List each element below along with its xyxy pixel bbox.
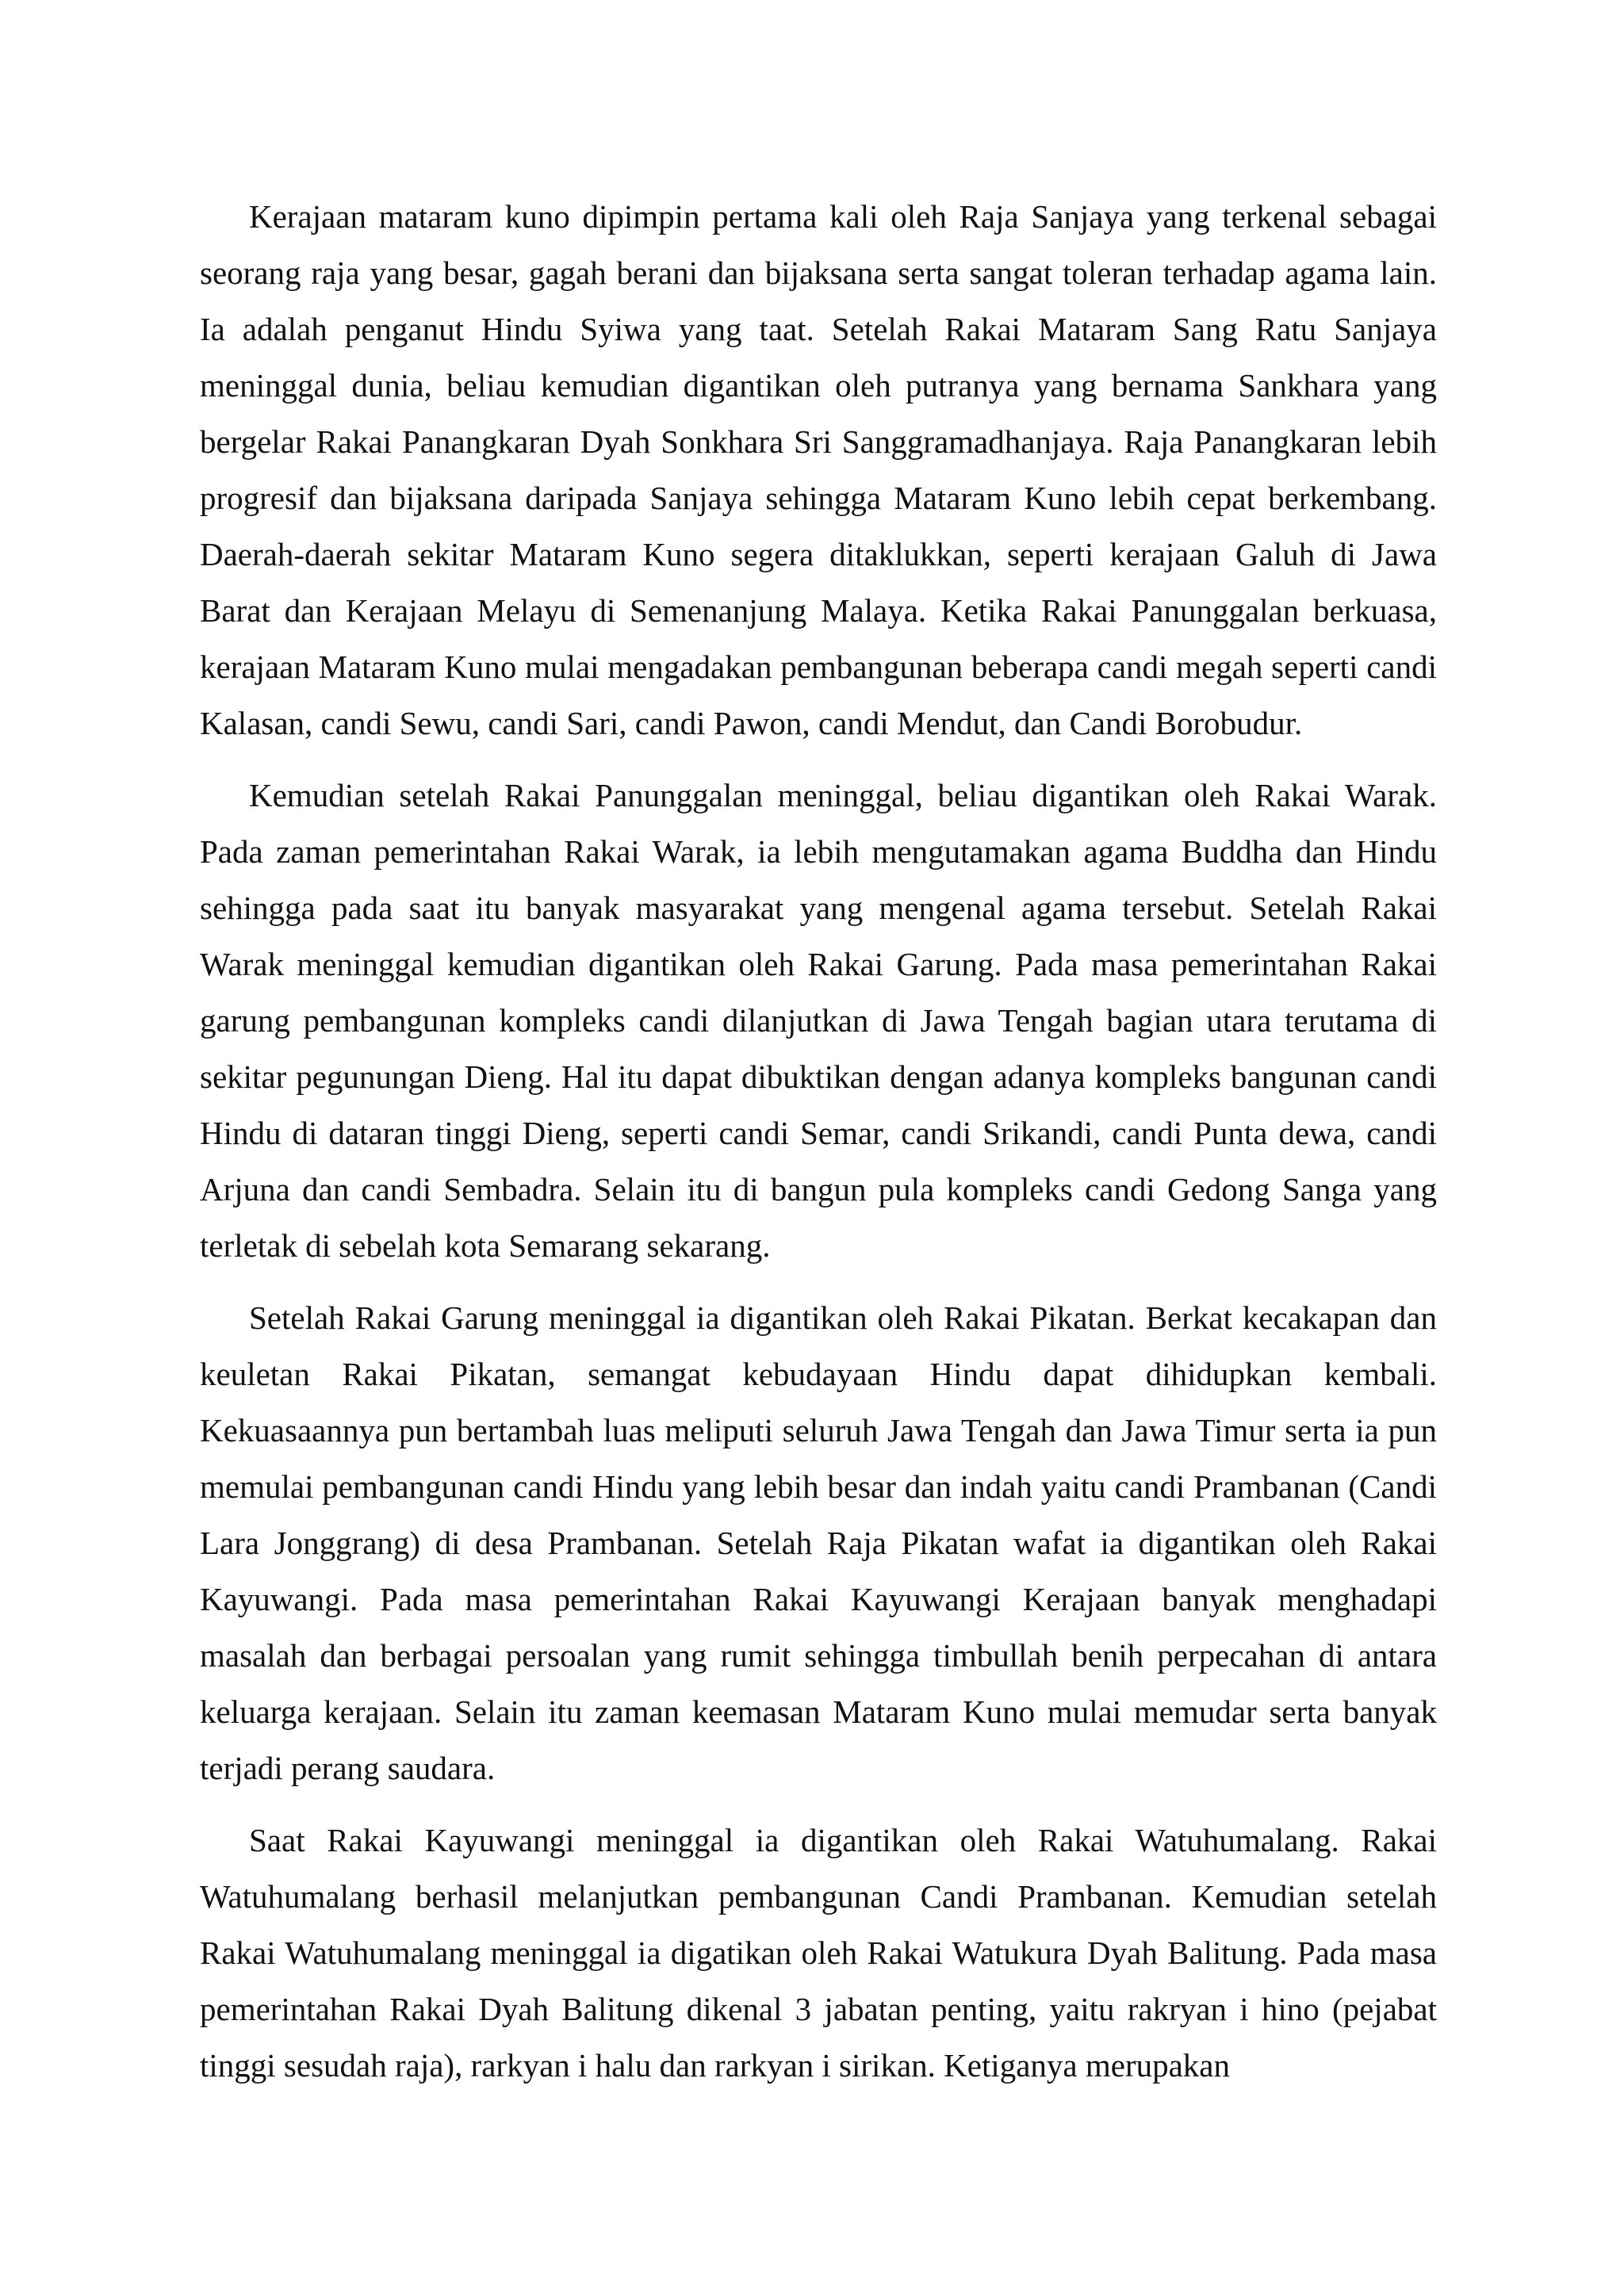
paragraph-4: Saat Rakai Kayuwangi meninggal ia digantikan oleh Rakai Watuhumalang. Rakai Watuhumalang berhasil melanjutkan pembangunan Candi Prambanan. Kemudian setelah Rakai Watuhumalang meninggal ia digatikan oleh Rakai Watukura Dyah Balitung. Pada masa pemerintahan Rakai Dyah Balitung dikenal 3 jabatan penting, yaitu rakryan i hino (pejabat tinggi sesudah raja), rarkyan i halu dan rarkyan i sirikan. Ketiganya merupakan <box>200 1822 1437 2084</box>
paragraph-1: Kerajaan mataram kuno dipimpin pertama kali oleh Raja Sanjaya yang terkenal sebagai seorang raja yang besar, gagah berani dan bijaksana serta sangat toleran terhadap agama lain. Ia adalah penganut Hindu Syiwa yang taat. Setelah Rakai Mataram Sang Ratu Sanjaya meninggal dunia, beliau kemudian digantikan oleh putranya yang bernama Sankhara yang bergelar Rakai Panangkaran Dyah Sonkhara Sri Sanggramadhanjaya. Raja Panangkaran lebih progresif dan bijaksana daripada Sanjaya sehingga Mataram Kuno lebih cepat berkembang. Daerah-daerah sekitar Mataram Kuno segera ditaklukkan, seperti kerajaan Galuh di Jawa Barat dan Kerajaan Melayu di Semenanjung Malaya. Ketika Rakai Panunggalan berkuasa, kerajaan Mataram Kuno mulai mengadakan pembangunan beberapa candi megah seperti candi Kalasan, candi Sewu, candi Sari, candi Pawon, candi Mendut, dan Candi Borobudur. <box>200 198 1437 741</box>
paragraph-2: Kemudian setelah Rakai Panunggalan meninggal, beliau digantikan oleh Rakai Warak. Pada zaman pemerintahan Rakai Warak, ia lebih mengutamakan agama Buddha dan Hindu sehingga pada saat itu banyak masyarakat yang mengenal agama tersebut. Setelah Rakai Warak meninggal kemudian digantikan oleh Rakai Garung. Pada masa pemerintahan Rakai garung pembangunan kompleks candi dilanjutkan di Jawa Tengah bagian utara terutama di sekitar pegunungan Dieng. Hal itu dapat dibuktikan dengan adanya kompleks bangunan candi Hindu di dataran tinggi Dieng, seperti candi Semar, candi Srikandi, candi Punta dewa, candi Arjuna dan candi Sembadra. Selain itu di bangun pula kompleks candi Gedong Sanga yang terletak di sebelah kota Semarang sekarang. <box>200 777 1437 1264</box>
paragraph-3: Setelah Rakai Garung meninggal ia digantikan oleh Rakai Pikatan. Berkat kecakapan dan keuletan Rakai Pikatan, semangat kebudayaan Hindu dapat dihidupkan kembali. Kekuasaannya pun bertambah luas meliputi seluruh Jawa Tengah dan Jawa Timur serta ia pun memulai pembangunan candi Hindu yang lebih besar dan indah yaitu candi Prambanan (Candi Lara Jonggrang) di desa Prambanan. Setelah Raja Pikatan wafat ia digantikan oleh Rakai Kayuwangi. Pada masa pemerintahan Rakai Kayuwangi Kerajaan banyak menghadapi masalah dan berbagai persoalan yang rumit sehingga timbullah benih perpecahan di antara keluarga kerajaan. Selain itu zaman keemasan Mataram Kuno mulai memudar serta banyak terjadi perang saudara. <box>200 1299 1437 1786</box>
document-body <box>200 189 1437 2094</box>
